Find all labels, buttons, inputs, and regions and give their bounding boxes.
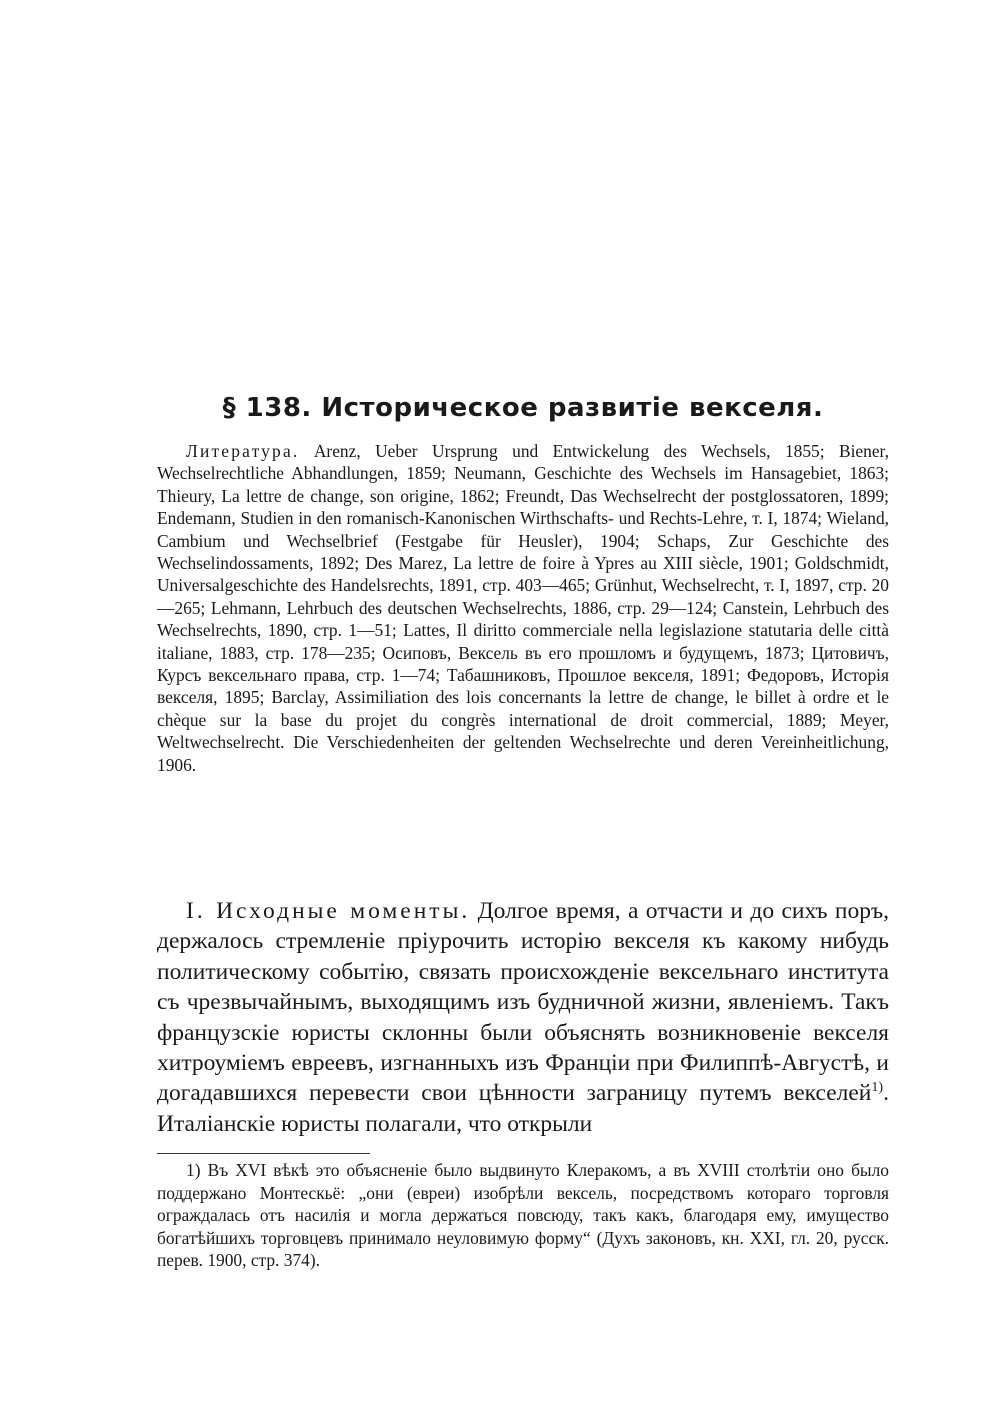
footnote-divider: [157, 1153, 370, 1154]
body-text-continued: . Италіанскіе юристы полагали, что открыли: [157, 1080, 889, 1137]
footnote-reference: 1): [871, 1079, 884, 1096]
footnote-text: Въ XVI вѣкѣ это объясненіе было выдвинуто Клеракомъ, а въ XVIII столѣтіи оно было поддержано Монтескьё: „они (евреи) изобрѣли вексель, посредствомъ котораго торговля ограждалась отъ насилія и могла держаться повсюду, такъ какъ, благодаря ему, имущество богатѣйшихъ торговцевъ принимало неуловимую форму“ (Духъ законовъ, кн. XXI, гл. 20, русск. перев. 1900, стр. 374).: [157, 1160, 889, 1271]
footnote: [157, 1159, 889, 1272]
section-heading: § 138. Историческое развитіе векселя.: [222, 393, 824, 423]
literature-paragraph: [157, 440, 889, 776]
body-text: Долгое время, а отчасти и до сихъ поръ, держалось стремленіе пріурочить исторію векселя къ какому нибудь политическому событію, связать происхожденіе вексельнаго института съ чрезвычайнымъ, выходящимъ изъ будничной жизни, явленіемъ. Такъ французскіе юристы склонны были объяснять возникновеніе векселя хитроуміемъ евреевъ, изгнанныхъ изъ Франціи при Филиппѣ-Августѣ, и догадавшихся перевести свои цѣнности заграницу путемъ векселей: [157, 898, 889, 1107]
literature-text: Arenz, Ueber Ursprung und Entwickelung des Wechsels, 1855; Biener, Wechselrechtliche Abhandlungen, 1859; Neumann, Geschichte des Wechsels im Hansagebiet, 1863; Thieury, La lettre de change, son origine, 1862; Freundt, Das Wechselrecht der postglossatoren, 1899; Endemann, Studien in den romanisch-Kanonischen Wirthschafts- und Rechts-Lehre, т. I, 1874; Wieland, Cambium und Wechselbrief (Festgabe für Heusler), 1904; Schaps, Zur Geschichte des Wechselindossaments, 1892; Des Marez, La lettre de foire à Ypres au XIII siècle, 1901; Goldschmidt, Universalgeschichte des Handelsrechts, 1891, стр. 403—465; Grünhut, Wechselrecht, т. I, 1897, стр. 20—265; Lehmann, Lehrbuch des deutschen Wechselrechts, 1886, стр. 29—124; Canstein, Lehrbuch des Wechselrechts, 1890, стр. 1—51; Lattes, Il diritto commerciale nella legislazione statutaria delle città italiane, 1883, стр. 178—235; Осиповъ, Вексель въ его прошломъ и будущемъ, 1873; Цитовичъ, Курсъ вексельнаго права, стр. 1—74; Табашниковъ, Прошлое векселя, 1891; Федоровъ, Исторія векселя, 1895; Barclay, Assimiliation des lois concernants la lettre de change, le billet à ordre et le chèque sur la base du projet du congrès international de droit commercial, 1889; Meyer, Weltwechselrecht. Die Verschiedenheiten der geltenden Wechselrechte und deren Vereinheitlichung, 1906.: [157, 441, 889, 775]
book-page: [157, 0, 889, 1419]
footnote-marker: 1): [186, 1160, 201, 1180]
body-paragraph: [157, 896, 889, 1139]
literature-label: Литература.: [186, 441, 300, 461]
subsection-title: I. Исходные моменты.: [186, 898, 471, 924]
